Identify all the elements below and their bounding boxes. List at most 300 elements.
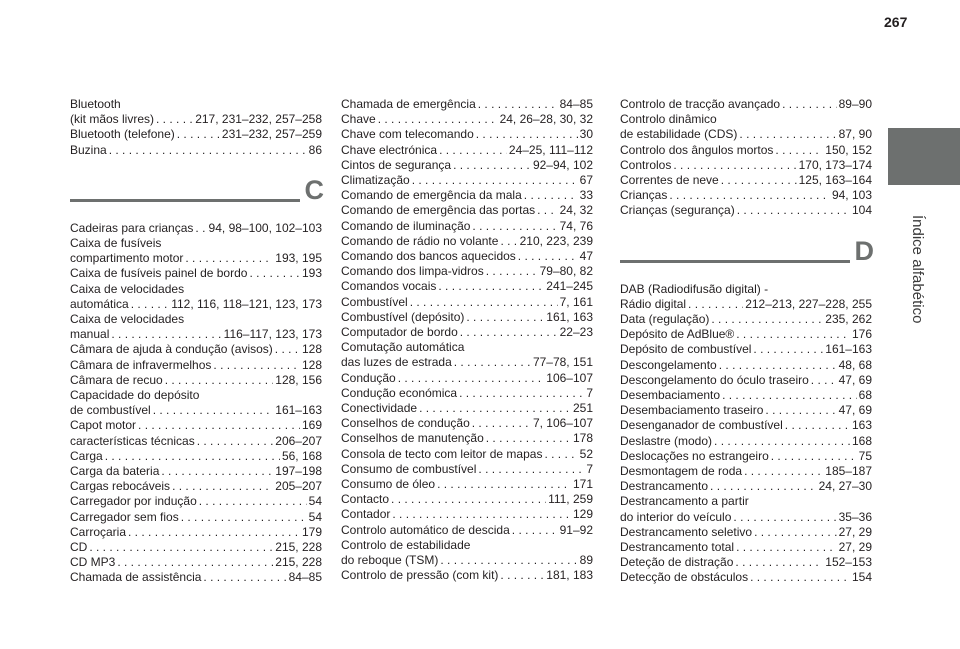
leader-dots [378, 112, 498, 127]
section-letter: C [304, 174, 324, 205]
index-entry [341, 264, 593, 279]
page-refs: 86 [308, 142, 322, 157]
index-entry [70, 418, 322, 433]
page-refs: 106–107 [546, 370, 593, 385]
index-entry [341, 279, 593, 294]
index-term: Desembaciamento traseiro [620, 403, 764, 418]
page-refs: 168 [851, 433, 872, 448]
index-entry [70, 143, 322, 158]
index-term: das luzes de estrada [341, 355, 452, 370]
index-term: Comando de iluminação [341, 218, 471, 233]
index-term: Deslastre (modo) [620, 433, 713, 448]
index-term: Buzina [70, 142, 107, 157]
leader-dots [518, 249, 578, 264]
index-entry [341, 97, 593, 112]
index-entry-row [620, 312, 872, 327]
page-refs: 193, 195 [275, 251, 322, 266]
leader-dots [544, 447, 577, 462]
leader-dots [213, 358, 300, 373]
page-refs: 128 [301, 342, 322, 357]
index-term: de estabilidade (CDS) [620, 127, 738, 142]
index-term: Descongelamento do óculo traseiro [620, 372, 809, 387]
entries-post [70, 221, 322, 586]
page-refs: 154 [851, 570, 872, 585]
page-refs: 67 [579, 173, 593, 188]
index-term: CD MP3 [70, 555, 116, 570]
index-entry-row [70, 221, 322, 236]
index-entry-row [70, 373, 322, 388]
index-entry [70, 127, 322, 142]
page-refs: 169 [301, 418, 322, 433]
page-refs: 251 [572, 401, 593, 416]
index-entry [620, 494, 872, 524]
leader-dots [736, 540, 837, 555]
index-entry-row [341, 188, 593, 203]
index-entry [341, 295, 593, 310]
index-entry-row [341, 462, 593, 477]
index-entry-row [341, 492, 593, 507]
leader-dots [722, 388, 857, 403]
index-term: Crianças (segurança) [620, 203, 735, 218]
index-entry [341, 568, 593, 583]
leader-dots [165, 373, 274, 388]
page-refs: 231–232, 257–259 [221, 127, 322, 142]
index-entry [341, 234, 593, 249]
index-entry-row [620, 143, 872, 158]
section-rule [70, 199, 300, 202]
leader-dots [412, 173, 578, 188]
page-refs: 94, 98–100, 102–103 [208, 220, 322, 235]
index-entry-row [620, 403, 872, 418]
page-refs: 54 [308, 494, 322, 509]
index-term: do interior do veículo [620, 509, 732, 524]
index-entry-row [341, 143, 593, 158]
index-entry-row [620, 342, 872, 357]
page-refs: 181, 183 [546, 568, 593, 583]
section-rule [620, 260, 850, 263]
index-term: Consumo de óleo [341, 477, 436, 492]
page-refs: 74, 76 [559, 218, 593, 233]
index-term: Controlo de pressão (com kit) [341, 568, 499, 583]
index-entry [70, 449, 322, 464]
index-entry [341, 523, 593, 538]
index-entry [341, 112, 593, 127]
leader-dots [775, 143, 823, 158]
index-entry [341, 127, 593, 142]
index-entry-row [70, 403, 322, 418]
index-term: (kit mãos livres) [70, 112, 155, 127]
page-refs: 75 [858, 448, 872, 463]
index-entry-heading: Controlo de estabilidade [341, 537, 471, 552]
index-entry-heading: Controlo dinâmico [620, 112, 717, 127]
index-entry [341, 477, 593, 492]
index-entry-row [341, 386, 593, 401]
leader-dots [439, 143, 507, 158]
index-term: Carroçaria [70, 524, 127, 539]
leader-dots [181, 510, 307, 525]
index-entry [620, 312, 872, 327]
index-entry [341, 431, 593, 446]
leader-dots [391, 492, 546, 507]
page-refs: 94, 103 [831, 188, 872, 203]
index-term: CD [70, 540, 88, 555]
index-term: Computador de bordo [341, 325, 458, 340]
index-term: Câmara de recuo [70, 372, 163, 387]
index-entry-row [341, 249, 593, 264]
index-term: Desmontagem de roda [620, 464, 743, 479]
index-entry-row [620, 418, 872, 433]
page-refs: 212–213, 227–228, 255 [745, 296, 872, 311]
index-entry-row [70, 570, 322, 585]
page-refs: 35–36 [838, 509, 872, 524]
leader-dots [500, 234, 517, 249]
page-refs: 116–117, 123, 173 [223, 327, 322, 342]
index-entry [620, 342, 872, 357]
leader-dots [203, 570, 286, 585]
index-entry [620, 203, 872, 218]
index-entry-row [70, 449, 322, 464]
index-entry-row [620, 540, 872, 555]
leader-dots [721, 173, 797, 188]
index-term: automática [70, 296, 129, 311]
index-entry [620, 358, 872, 373]
index-entry-row [341, 355, 593, 370]
page-refs: 150, 152 [825, 142, 872, 157]
index-term: Capot motor [70, 418, 137, 433]
page-refs: 128 [301, 357, 322, 372]
index-term: Comando dos limpa-vidros [341, 264, 484, 279]
page-refs: 24, 27–30 [818, 479, 872, 494]
page-refs: 241–245 [546, 279, 593, 294]
page-refs: 129 [572, 507, 593, 522]
index-entry [620, 570, 872, 585]
index-entry [70, 555, 322, 570]
page-refs: 179 [301, 524, 322, 539]
index-entry [341, 416, 593, 431]
index-term: Climatização [341, 173, 410, 188]
page-refs: 185–187 [825, 464, 872, 479]
section-tab [888, 128, 960, 185]
index-term: Conectividade [341, 401, 418, 416]
index-entry-row [620, 510, 872, 525]
index-entry-row [620, 449, 872, 464]
index-entry-row [341, 401, 593, 416]
leader-dots [89, 540, 273, 555]
index-entry [70, 464, 322, 479]
page-refs: 56, 168 [281, 448, 322, 463]
index-term: Chave com telecomando [341, 127, 474, 142]
index-term: Condução [341, 370, 396, 385]
index-entry [341, 401, 593, 416]
leader-dots [275, 342, 300, 357]
index-entry-row [70, 494, 322, 509]
leader-dots [478, 462, 584, 477]
index-term: Bluetooth (telefone) [70, 127, 175, 142]
leader-dots [109, 143, 307, 158]
index-entry-row [70, 555, 322, 570]
index-term: de combustível [70, 403, 151, 418]
index-entry [620, 188, 872, 203]
index-term: Conselhos de manutenção [341, 431, 484, 446]
index-term: Desenganador de combustível [620, 418, 783, 433]
index-entry [620, 158, 872, 173]
index-term: Depósito de AdBlue® [620, 327, 735, 342]
index-term: características técnicas [70, 433, 195, 448]
leader-dots [753, 342, 823, 357]
index-term: Conselhos de condução [341, 416, 470, 431]
index-entry-row [341, 234, 593, 249]
leader-dots [785, 418, 850, 433]
index-term: Correntes de neve [620, 173, 719, 188]
leader-dots [744, 464, 823, 479]
index-entry [341, 447, 593, 462]
leader-dots [524, 188, 578, 203]
leader-dots [440, 553, 577, 568]
leader-dots [736, 327, 850, 342]
index-entry-row [70, 479, 322, 494]
index-entry-row [620, 479, 872, 494]
index-term: Destrancamento seletivo [620, 524, 753, 539]
index-term: Depósito de combustível [620, 342, 752, 357]
page-refs: 171 [572, 477, 593, 492]
index-term: do reboque (TSM) [341, 553, 439, 568]
leader-dots [117, 555, 273, 570]
leader-dots [733, 510, 836, 525]
index-term: Câmara de infravermelhos [70, 357, 212, 372]
index-term: Data (regulação) [620, 312, 710, 327]
index-term: Crianças [620, 188, 668, 203]
index-entry-row [70, 464, 322, 479]
leader-dots [711, 312, 823, 327]
page-refs: 89–90 [838, 97, 872, 111]
leader-dots [500, 568, 544, 583]
index-entry-row [341, 553, 593, 568]
page-refs: 215, 228 [275, 540, 322, 555]
leader-dots [249, 266, 300, 281]
leader-dots [197, 434, 274, 449]
index-term: Comandos vocais [341, 279, 437, 294]
page-refs: 7 [586, 461, 593, 476]
page-refs: 24, 26–28, 30, 32 [499, 112, 593, 127]
page-refs: 48, 68 [838, 357, 872, 372]
page-refs: 111, 259 [548, 492, 593, 507]
page-refs: 215, 228 [275, 555, 322, 570]
leader-dots [138, 418, 300, 433]
index-term: Contador [341, 507, 391, 522]
page-refs: 30 [579, 127, 593, 142]
index-entry [70, 236, 322, 266]
leader-dots [476, 127, 578, 142]
leader-dots [710, 479, 817, 494]
index-term: Chamada de emergência [341, 97, 476, 111]
index-entry-row [70, 127, 322, 142]
index-term: Chave [341, 112, 376, 127]
leader-dots [437, 477, 571, 492]
index-entry [620, 464, 872, 479]
index-entry-row [70, 540, 322, 555]
page-refs: 128, 156 [275, 372, 322, 387]
index-entry-row [620, 434, 872, 449]
page-refs: 112, 116, 118–121, 123, 173 [171, 296, 322, 311]
page-refs: 52 [579, 446, 593, 461]
leader-dots [199, 494, 307, 509]
index-entry [70, 266, 322, 281]
index-entry [620, 418, 872, 433]
index-entry-row [341, 203, 593, 218]
index-entry [341, 371, 593, 386]
entries-pre [620, 97, 872, 219]
index-entry [620, 112, 872, 142]
leader-dots [512, 523, 558, 538]
leader-dots [673, 158, 796, 173]
page-refs: 178 [572, 431, 593, 446]
index-entry [70, 510, 322, 525]
page-refs: 197–198 [275, 464, 322, 479]
section-letter: D [854, 235, 874, 266]
index-entry-heading: DAB (Radiodifusão digital) - [620, 281, 769, 296]
index-entry-row [70, 418, 322, 433]
index-term: Controlos [620, 157, 672, 172]
index-entry-row [620, 127, 872, 142]
index-entry-row [341, 447, 593, 462]
index-term: Cadeiras para crianças [70, 220, 194, 235]
page-refs: 68 [858, 388, 872, 403]
entries [341, 97, 593, 584]
page-refs: 217, 231–232, 257–258 [195, 112, 322, 127]
index-entry-row [341, 264, 593, 279]
entries-post [620, 282, 872, 586]
leader-dots [459, 386, 584, 401]
page-refs: 125, 163–164 [798, 173, 872, 188]
index-entry [620, 143, 872, 158]
page-refs: 235, 262 [825, 312, 872, 327]
leader-dots [128, 525, 300, 540]
leader-dots [714, 434, 850, 449]
index-entry [341, 158, 593, 173]
index-term: Detecção de obstáculos [620, 570, 749, 585]
page-refs: 54 [308, 509, 322, 524]
leader-dots [811, 373, 837, 388]
leader-dots [754, 525, 837, 540]
index-entry [70, 525, 322, 540]
page-refs: 84–85 [288, 570, 322, 585]
page-refs: 77–78, 151 [532, 355, 593, 370]
index-column-3 [620, 97, 872, 586]
index-entry [70, 479, 322, 494]
index-entry-row [70, 112, 322, 127]
index-entry-row [70, 251, 322, 266]
page-number: 267 [884, 14, 908, 30]
page-refs: 206–207 [275, 433, 322, 448]
index-entry-row [341, 310, 593, 325]
index-entry-heading: Caixa de velocidades [70, 312, 185, 327]
leader-dots [185, 251, 273, 266]
leader-dots [419, 401, 571, 416]
page-refs: 163 [851, 418, 872, 433]
index-entry [341, 325, 593, 340]
leader-dots [172, 479, 273, 494]
index-entry-row [341, 97, 593, 112]
index-term: Condução económica [341, 385, 458, 400]
page-refs: 84–85 [559, 97, 593, 111]
index-term: Rádio digital [620, 296, 687, 311]
page-refs: 24, 32 [559, 203, 593, 218]
index-entry-row [70, 327, 322, 342]
leader-dots [771, 449, 857, 464]
index-term: Consumo de combustível [341, 461, 477, 476]
index-term: Carregador por indução [70, 494, 197, 509]
page-refs: 104 [851, 203, 872, 218]
index-entry [341, 386, 593, 401]
index-entry-row [341, 477, 593, 492]
index-entry-heading: Caixa de velocidades [70, 281, 185, 296]
index-term: Comando dos bancos aquecidos [341, 249, 516, 264]
leader-dots [486, 264, 538, 279]
index-term: Comando de rádio no volante [341, 233, 499, 248]
index-entry-row [620, 97, 872, 112]
page-refs: 161–163 [825, 342, 872, 357]
index-entry-row [341, 112, 593, 127]
leader-dots [161, 464, 273, 479]
leader-dots [111, 327, 221, 342]
index-entry [620, 479, 872, 494]
index-entry [70, 570, 322, 585]
index-entry-row [341, 325, 593, 340]
index-entry [620, 327, 872, 342]
index-entry [620, 373, 872, 388]
leader-dots [105, 449, 280, 464]
leader-dots [486, 431, 571, 446]
index-term: Cargas rebocáveis [70, 479, 171, 494]
leader-dots [438, 279, 544, 294]
index-term: Carga da bateria [70, 464, 160, 479]
index-entry [70, 282, 322, 312]
index-entry-row [620, 297, 872, 312]
index-column-2 [341, 97, 593, 584]
page-refs: 47 [579, 249, 593, 264]
leader-dots [453, 158, 531, 173]
index-entry-row [341, 173, 593, 188]
page-refs: 7, 106–107 [532, 416, 593, 431]
page-refs: 27, 29 [838, 540, 872, 555]
index-entry-row [70, 525, 322, 540]
index-term: manual [70, 327, 110, 342]
index-entry [341, 249, 593, 264]
section-header-c [70, 174, 324, 219]
index-term: Controlo de tracção avançado [620, 97, 781, 111]
leader-dots [739, 127, 836, 142]
index-entry [620, 555, 872, 570]
index-term: Comando de emergência da mala [341, 188, 522, 203]
page-refs: 92–94, 102 [532, 157, 593, 172]
index-entry [620, 173, 872, 188]
index-entry-row [70, 358, 322, 373]
index-term: Câmara de ajuda à condução (avisos) [70, 342, 273, 357]
index-entry-row [620, 570, 872, 585]
index-entry [70, 494, 322, 509]
index-entry [70, 540, 322, 555]
index-entry-row [341, 371, 593, 386]
leader-dots [454, 355, 531, 370]
index-entry [620, 525, 872, 540]
leader-dots [466, 310, 544, 325]
leader-dots [737, 203, 850, 218]
index-entry [70, 97, 322, 127]
index-entry-row [70, 342, 322, 357]
page-refs: 161–163 [275, 403, 322, 418]
leader-dots [410, 295, 558, 310]
page-refs: 161, 163 [546, 309, 593, 324]
